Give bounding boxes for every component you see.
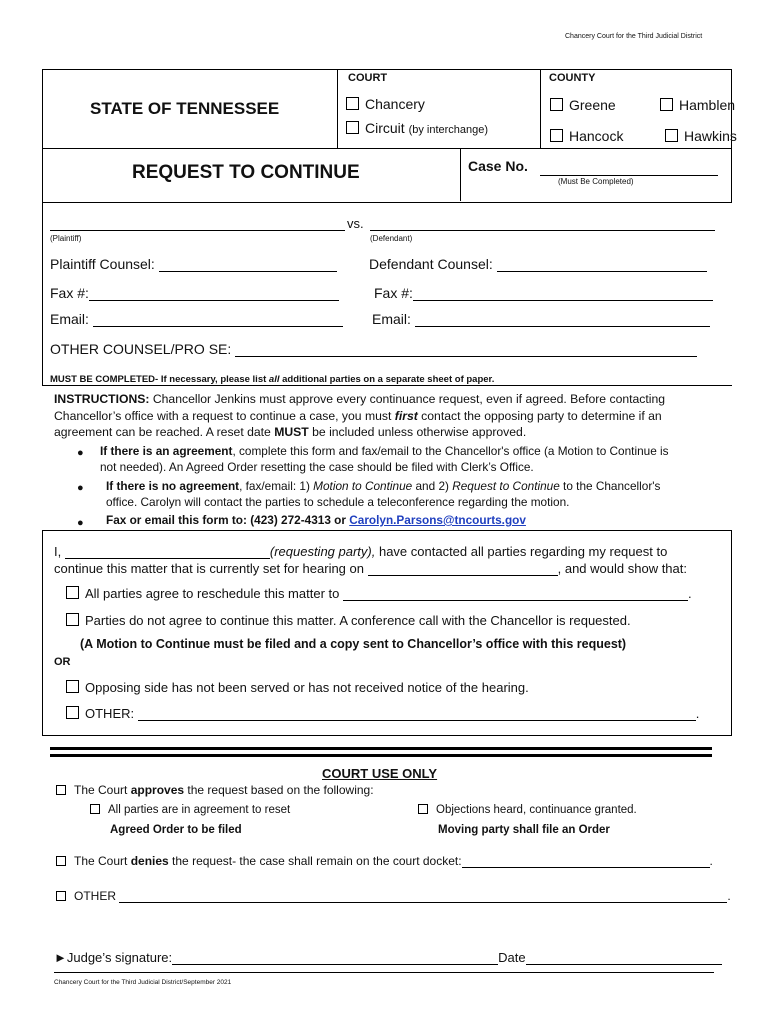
other-checkbox[interactable] <box>66 706 79 719</box>
agree-checkbox[interactable] <box>66 586 79 599</box>
court-approves-row[interactable]: The Court approves the request based on the following: <box>56 783 374 797</box>
request-line-2: continue this matter that is currently set for hearing on , and would show that: <box>54 561 687 576</box>
judge-signature-field[interactable] <box>172 952 498 965</box>
state-title: STATE OF TENNESSEE <box>90 99 280 118</box>
must-complete-note: MUST BE COMPLETED- If necessary, please list all additional parties on a separate sheet of paper. <box>50 374 495 385</box>
option-not-served[interactable]: Opposing side has not been served or has not received notice of the hearing. <box>66 680 529 695</box>
defendant-counsel-field[interactable] <box>497 258 707 272</box>
court-other-field[interactable] <box>119 890 727 903</box>
hearing-date-field[interactable] <box>368 563 558 576</box>
motion-note: (A Motion to Continue must be filed and a copy sent to Chancellor’s office with this request) <box>80 637 627 651</box>
denies-field[interactable] <box>462 855 710 868</box>
request-line-1: I, (requesting party), have contacted all parties regarding my request to <box>54 544 668 559</box>
plaintiff-fax-field[interactable] <box>89 287 339 301</box>
case-no-label: Case No. <box>468 158 528 174</box>
defendant-email-row[interactable]: Email: <box>372 311 710 327</box>
defendant-fax-row[interactable]: Fax #: <box>374 285 713 301</box>
other-counsel-field[interactable] <box>235 343 697 357</box>
date-field[interactable] <box>526 952 722 965</box>
denies-checkbox[interactable] <box>56 856 66 866</box>
court-label: COURT <box>348 72 388 84</box>
court-use-heading: COURT USE ONLY <box>322 766 438 781</box>
not-served-checkbox[interactable] <box>66 680 79 693</box>
greene-checkbox[interactable] <box>550 98 563 111</box>
not-agree-checkbox[interactable] <box>66 613 79 626</box>
plaintiff-counsel-row[interactable]: Plaintiff Counsel: <box>50 256 337 272</box>
approve-sub-objections-note: Moving party shall file an Order <box>438 824 610 836</box>
county-option-hancock[interactable]: Hancock <box>550 128 623 144</box>
court-option-chancery[interactable]: Chancery <box>346 96 425 112</box>
court-denies-row[interactable]: The Court denies the request- the case shall remain on the court docket: . <box>56 854 713 868</box>
hancock-checkbox[interactable] <box>550 129 563 142</box>
option-not-agree[interactable]: Parties do not agree to continue this matter. A conference call with the Chancellor is requested. <box>66 613 631 628</box>
reschedule-date-field[interactable] <box>343 588 688 601</box>
county-option-greene[interactable]: Greene <box>550 97 616 113</box>
other-field[interactable] <box>138 708 696 721</box>
agreement-reset-checkbox[interactable] <box>90 804 100 814</box>
judge-signature-row: ►Judge’s signature: Date <box>54 950 722 965</box>
hamblen-checkbox[interactable] <box>660 98 673 111</box>
other-counsel-row[interactable]: OTHER COUNSEL/PRO SE: <box>50 341 697 357</box>
county-label: COUNTY <box>549 72 596 84</box>
option-other[interactable]: OTHER: . <box>66 706 699 721</box>
vs-label: vs. <box>347 216 364 231</box>
plaintiff-field[interactable] <box>50 217 345 231</box>
hawkins-checkbox[interactable] <box>665 129 678 142</box>
instruction-bullet-no-agreement: If there is no agreement, fax/email: 1) Motion to Continue and 2) Request to Continue to the Chancellor's office. Carolyn will contact the parties to schedule a teleconference regarding the motion. <box>106 479 661 509</box>
court-other-row[interactable]: OTHER . <box>56 889 731 903</box>
court-other-checkbox[interactable] <box>56 891 66 901</box>
plaintiff-email-row[interactable]: Email: <box>50 311 343 327</box>
instruction-bullet-agreement: If there is an agreement, complete this form and fax/email to the Chancellor's office (a Motion to Continue is not needed). An Agreed Order resetting the case should be filed with Clerk’s Office. <box>100 444 669 474</box>
plaintiff-counsel-field[interactable] <box>159 258 337 272</box>
circuit-checkbox[interactable] <box>346 121 359 134</box>
approve-sub-agreement-note: Agreed Order to be filed <box>110 824 242 836</box>
defendant-fax-field[interactable] <box>413 287 713 301</box>
case-no-note: (Must Be Completed) <box>558 177 634 186</box>
plaintiff-email-field[interactable] <box>93 313 343 327</box>
defendant-label: (Defendant) <box>370 234 413 243</box>
header-note: Chancery Court for the Third Judicial District <box>565 33 703 40</box>
case-no-field[interactable] <box>540 160 718 176</box>
instruction-bullet-fax: Fax or email this form to: (423) 272-4313 or Carolyn.Parsons@tncourts.gov <box>106 513 526 527</box>
email-link[interactable]: Carolyn.Parsons@tncourts.gov <box>349 513 526 527</box>
defendant-field[interactable] <box>370 217 715 231</box>
or-label: OR <box>54 656 71 668</box>
objections-checkbox[interactable] <box>418 804 428 814</box>
defendant-counsel-row[interactable]: Defendant Counsel: <box>369 256 707 272</box>
approve-sub-agreement[interactable]: All parties are in agreement to reset <box>90 804 290 816</box>
option-agree-reschedule[interactable]: All parties agree to reschedule this matter to . <box>66 586 692 601</box>
chancery-checkbox[interactable] <box>346 97 359 110</box>
defendant-email-field[interactable] <box>415 313 710 327</box>
footer-note: Chancery Court for the Third Judicial District/September 2021 <box>54 979 232 986</box>
plaintiff-label: (Plaintiff) <box>50 234 82 243</box>
instructions-paragraph: INSTRUCTIONS: Chancellor Jenkins must approve every continuance request, even if agreed. Before contacting Chancellor’s office with a request to continue a case, you must first contact the opposing party to determine if an agreement can be reached. A reset date MUST be included unless otherwise approved. <box>54 392 666 439</box>
approve-sub-objections[interactable]: Objections heard, continuance granted. <box>418 804 637 816</box>
form-title: REQUEST TO CONTINUE <box>132 162 360 183</box>
approves-checkbox[interactable] <box>56 785 66 795</box>
county-option-hawkins[interactable]: Hawkins <box>665 128 737 144</box>
court-option-circuit[interactable]: Circuit (by interchange) <box>346 120 488 136</box>
requesting-party-field[interactable] <box>65 546 270 559</box>
county-option-hamblen[interactable]: Hamblen <box>660 97 735 113</box>
plaintiff-fax-row[interactable]: Fax #: <box>50 285 339 301</box>
